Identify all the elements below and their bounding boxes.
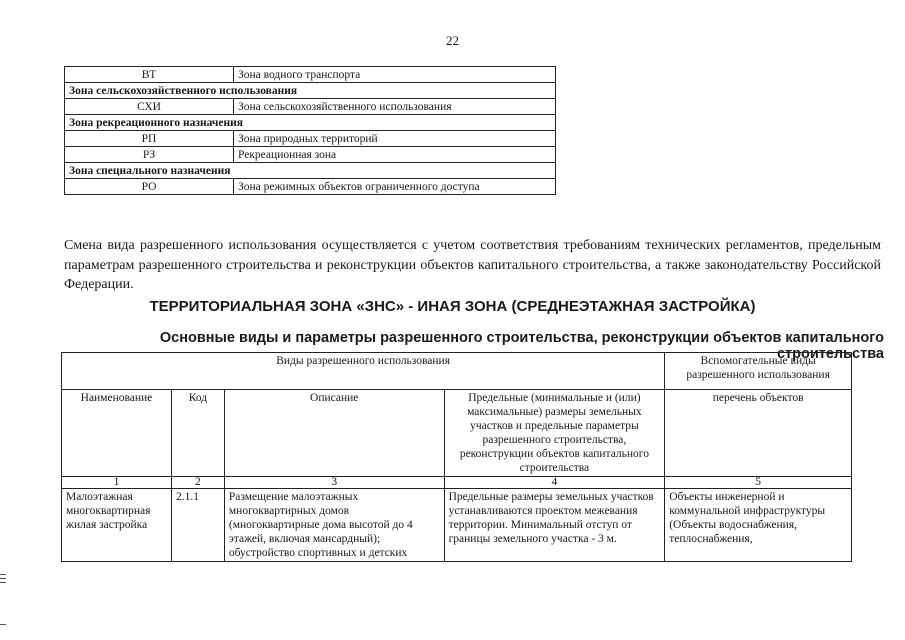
column-number: 5 bbox=[665, 477, 852, 489]
auxiliary-cell: Объекты инженерной и коммунальной инфраструктуры (Объекты водоснабжения, теплоснабжения, bbox=[665, 489, 852, 562]
column-number: 1 bbox=[62, 477, 172, 489]
use-name-cell: Малоэтажная многоквартирная жилая застройка bbox=[62, 489, 172, 562]
zone-code: РО bbox=[65, 179, 234, 195]
zone-group-name: Зона специального назначения bbox=[65, 163, 556, 179]
zone-heading: ТЕРРИТОРИАЛЬНАЯ ЗОНА «ЗНС» - ИНАЯ ЗОНА (СРЕДНЕЭТАЖНАЯ ЗАСТРОЙКА) bbox=[149, 298, 756, 315]
zone-name: Рекреационная зона bbox=[234, 147, 556, 163]
zone-group-row bbox=[65, 83, 556, 99]
header-group-right: Вспомогательные виды разрешенного использования bbox=[665, 353, 852, 390]
description-cell: Размещение малоэтажных многоквартирных домов (многоквартирные дома высотой до 4 этажей, включая мансардный); обустройство спортивных и детских bbox=[224, 489, 444, 562]
column-number: 4 bbox=[444, 477, 665, 489]
zone-row bbox=[65, 99, 556, 115]
use-code-cell: 2.1.1 bbox=[171, 489, 224, 562]
section-heading: Основные виды и параметры разрешенного строительства, реконструкции объектов капитального строительства bbox=[159, 330, 884, 362]
zone-row bbox=[65, 179, 556, 195]
column-header: Наименование bbox=[62, 390, 172, 477]
zone-code: ВТ bbox=[65, 67, 234, 83]
zone-row bbox=[65, 67, 556, 83]
zones-table bbox=[64, 66, 556, 195]
land-use-table bbox=[61, 352, 852, 562]
table-row bbox=[62, 489, 852, 562]
column-number: 3 bbox=[224, 477, 444, 489]
zone-code: СХИ bbox=[65, 99, 234, 115]
zone-code: РЗ bbox=[65, 147, 234, 163]
margin-mark bbox=[0, 624, 6, 625]
header-group-left: Виды разрешенного использования bbox=[62, 353, 665, 390]
params-cell: Предельные размеры земельных участков устанавливаются проектом межевания территории. Минимальный отступ от границы земельного участка - 3 м. bbox=[444, 489, 665, 562]
column-header: перечень объектов bbox=[665, 390, 852, 477]
column-header: Описание bbox=[224, 390, 444, 477]
zone-name: Зона режимных объектов ограниченного доступа bbox=[234, 179, 556, 195]
body-paragraph: Смена вида разрешенного использования осуществляется с учетом соответствия требованиям технических регламентов, предельным параметрам разрешенного строительства и реконструкции объектов капитального строительства, а также законодательству Российской Федерации. bbox=[64, 238, 881, 292]
margin-mark bbox=[0, 574, 6, 575]
zone-group-row bbox=[65, 115, 556, 131]
margin-mark bbox=[0, 582, 6, 583]
column-header: Предельные (минимальные и (или) максимальные) размеры земельных участков и предельные параметры разрешенного строительства, реконструкции объектов капитального строительства bbox=[444, 390, 665, 477]
zone-row bbox=[65, 147, 556, 163]
zone-code: РП bbox=[65, 131, 234, 147]
zone-name: Зона природных территорий bbox=[234, 131, 556, 147]
zone-group-name: Зона сельскохозяйственного использования bbox=[65, 83, 556, 99]
zone-group-name: Зона рекреационного назначения bbox=[65, 115, 556, 131]
zone-name: Зона водного транспорта bbox=[234, 67, 556, 83]
zone-group-row bbox=[65, 163, 556, 179]
margin-mark bbox=[0, 578, 6, 579]
column-header: Код bbox=[171, 390, 224, 477]
zone-name: Зона сельскохозяйственного использования bbox=[234, 99, 556, 115]
page-number: 22 bbox=[446, 33, 459, 48]
zone-row bbox=[65, 131, 556, 147]
column-number: 2 bbox=[171, 477, 224, 489]
